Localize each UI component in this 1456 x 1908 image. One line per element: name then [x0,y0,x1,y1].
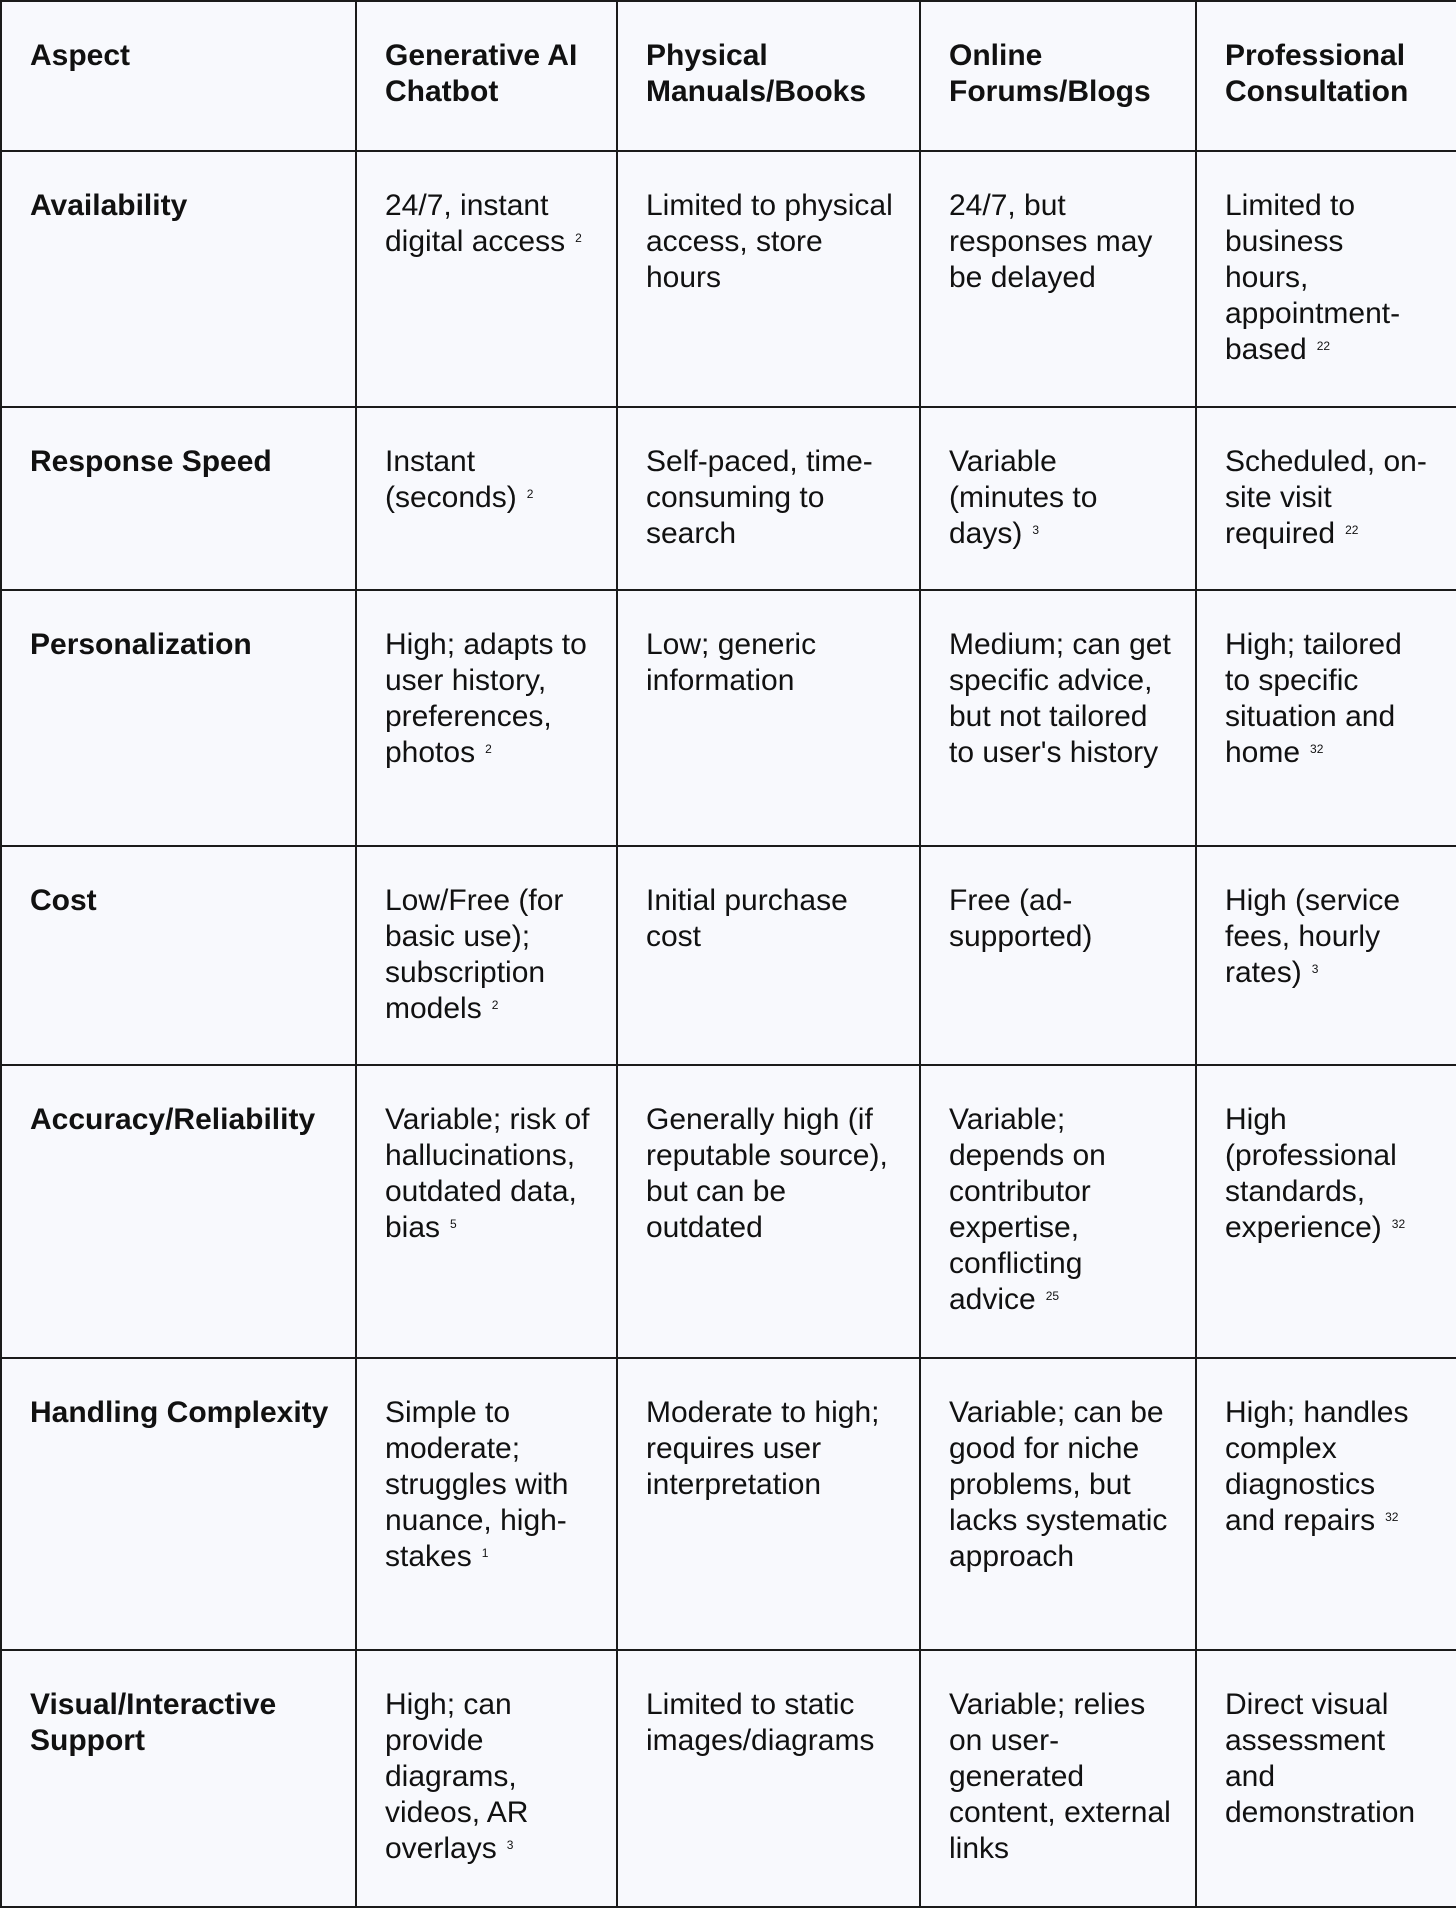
table-cell: Moderate to high; requires user interpretation [617,1358,920,1650]
table-row [1,1358,1456,1650]
footnote-ref: 1 [481,1546,489,1560]
table-row [1,1065,1456,1358]
row-header: Handling Complexity [1,1358,356,1650]
footnote-ref: 22 [1345,523,1359,537]
footnote-ref: 32 [1310,742,1324,756]
table-cell: Limited to physical access, store hours [617,151,920,407]
table-cell: Generally high (if reputable source), but can be outdated [617,1065,920,1358]
footnote-ref: 5 [450,1217,457,1231]
table-cell: Medium; can get specific advice, but not tailored to user's history [920,590,1196,846]
table-cell: 24/7, instant digital access $^2$ [356,151,617,407]
row-header: Personalization [1,590,356,846]
table-row [1,407,1456,590]
footnote-ref: 3 [1032,523,1040,537]
table-cell: Scheduled, on-site visit required $^{22}$ [1196,407,1456,590]
table-cell: Limited to business hours, appointment-based $^{22}$ [1196,151,1456,407]
table-row [1,151,1456,407]
column-header-manuals-books: Physical Manuals/Books [617,1,920,151]
table-cell: 24/7, but responses may be delayed [920,151,1196,407]
table-cell: Direct visual assessment and demonstration [1196,1650,1456,1907]
footnote-ref: 22 [1316,339,1331,353]
footnote-ref: 2 [491,998,499,1012]
table-cell: High; tailored to specific situation and home $^{32}$ [1196,590,1456,846]
footnote-ref: 3 [1311,962,1319,976]
footnote-ref: 3 [506,1838,514,1852]
column-header-ai-chatbot: Generative AI Chatbot [356,1,617,151]
table-cell: Low/Free (for basic use); subscription models $^2$ [356,846,617,1065]
footnote-ref: 2 [575,231,582,245]
table-cell: Limited to static images/diagrams [617,1650,920,1907]
column-header-aspect: Aspect [1,1,356,151]
row-header: Response Speed [1,407,356,590]
table-cell: Initial purchase cost [617,846,920,1065]
table-cell: High; handles complex diagnostics and repairs $^{32}$ [1196,1358,1456,1650]
table-cell: Free (ad-supported) [920,846,1196,1065]
table-cell: Variable (minutes to days) $^3$ [920,407,1196,590]
header-row [1,1,1456,151]
footnote-ref: 32 [1391,1217,1406,1231]
table-cell: Variable; can be good for niche problems, but lacks systematic approach [920,1358,1196,1650]
table-cell: High; adapts to user history, preferences, photos $^2$ [356,590,617,846]
table-row [1,846,1456,1065]
table-cell: Variable; relies on user-generated content, external links [920,1650,1196,1907]
footnote-ref: 2 [526,487,534,501]
table-cell: High (professional standards, experience) $^{32}$ [1196,1065,1456,1358]
row-header: Cost [1,846,356,1065]
table-row [1,590,1456,846]
column-header-forums-blogs: Online Forums/Blogs [920,1,1196,151]
row-header: Visual/Interactive Support [1,1650,356,1907]
column-header-professional: Professional Consultation [1196,1,1456,151]
table-cell: Simple to moderate; struggles with nuance, high-stakes $^1$ [356,1358,617,1650]
table-row [1,1650,1456,1907]
table-cell: Variable; risk of hallucinations, outdated data, bias $^5$ [356,1065,617,1358]
table-cell: Self-paced, time-consuming to search [617,407,920,590]
row-header: Accuracy/Reliability [1,1065,356,1358]
row-header: Availability [1,151,356,407]
footnote-ref: 2 [485,742,492,756]
table-cell: Instant (seconds) $^2$ [356,407,617,590]
table-cell: High (service fees, hourly rates) $^3$ [1196,846,1456,1065]
footnote-ref: 25 [1045,1289,1060,1303]
table-cell: High; can provide diagrams, videos, AR overlays $^3$ [356,1650,617,1907]
table-cell: Low; generic information [617,590,920,846]
table-cell: Variable; depends on contributor expertise, conflicting advice $^{25}$ [920,1065,1196,1358]
footnote-ref: 32 [1385,1510,1399,1524]
